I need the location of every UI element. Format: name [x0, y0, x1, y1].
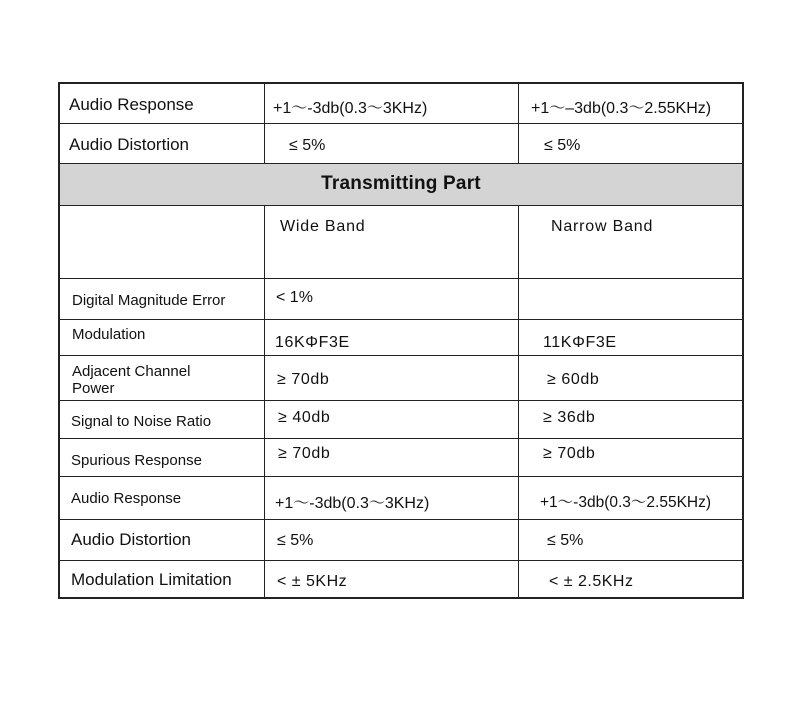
wide-value: 16KΦF3E — [275, 334, 350, 351]
narrow-band-header: Narrow Band — [551, 218, 654, 235]
wide-cell — [265, 124, 519, 163]
table-row-signal-to-noise-ratio — [60, 401, 742, 439]
label-cell — [60, 439, 265, 476]
label-cell — [60, 401, 265, 438]
wide-cell — [265, 320, 519, 355]
row-label: Audio Distortion — [71, 530, 192, 549]
narrow-value: +1〜-3db(0.3〜2.55KHz) — [540, 494, 712, 511]
label-cell — [60, 477, 265, 519]
table-row-audio-distortion-rx — [60, 124, 742, 164]
narrow-cell — [519, 356, 742, 400]
wide-cell — [265, 561, 519, 597]
wide-cell — [265, 279, 519, 319]
narrow-value: ≥ 36db — [543, 409, 596, 426]
row-label: Audio Response — [69, 95, 194, 114]
narrow-value: +1〜–3db(0.3〜2.55KHz) — [531, 100, 712, 117]
row-label: Modulation — [72, 326, 146, 343]
band-header-row — [60, 206, 742, 279]
table-row-audio-response-rx — [60, 84, 742, 124]
wide-cell — [265, 206, 519, 278]
narrow-cell — [519, 477, 742, 519]
wide-value: +1〜-3db(0.3〜3KHz) — [273, 100, 428, 117]
table-row-audio-distortion-tx — [60, 520, 742, 561]
wide-cell — [265, 401, 519, 438]
wide-cell — [265, 520, 519, 560]
table-row-spurious-response — [60, 439, 742, 477]
narrow-value: ≤ 5% — [544, 137, 581, 154]
narrow-cell — [519, 206, 742, 278]
wide-cell — [265, 84, 519, 123]
label-cell — [60, 279, 265, 319]
narrow-cell — [519, 124, 742, 163]
label-cell — [60, 320, 265, 355]
narrow-cell — [519, 401, 742, 438]
row-label: Digital Magnitude Error — [72, 292, 226, 309]
wide-band-header: Wide Band — [280, 218, 366, 235]
label-cell — [60, 561, 265, 597]
row-label: Audio Distortion — [69, 135, 190, 154]
wide-value: +1〜-3db(0.3〜3KHz) — [275, 495, 430, 512]
row-label: Adjacent Channel Power — [72, 363, 191, 397]
wide-cell — [265, 439, 519, 476]
row-label: Modulation Limitation — [71, 570, 232, 589]
wide-cell — [265, 356, 519, 400]
table-row-digital-magnitude-error — [60, 279, 742, 320]
wide-value: ≥ 70db — [278, 445, 331, 462]
wide-value: ≤ 5% — [289, 137, 326, 154]
section-header-transmitting — [60, 164, 742, 206]
label-cell — [60, 356, 265, 400]
section-title: Transmitting Part — [321, 173, 481, 194]
wide-value: ≥ 70db — [277, 371, 330, 388]
wide-value: ≥ 40db — [278, 409, 331, 426]
row-label: Spurious Response — [71, 452, 202, 469]
table-row-modulation-limitation — [60, 561, 742, 597]
table-row-modulation — [60, 320, 742, 356]
label-cell — [60, 84, 265, 123]
narrow-value: ≤ 5% — [547, 532, 584, 549]
wide-value: < 1% — [276, 289, 313, 306]
narrow-cell — [519, 320, 742, 355]
narrow-cell — [519, 439, 742, 476]
narrow-value: ≥ 60db — [547, 371, 600, 388]
narrow-value: ≥ 70db — [543, 445, 596, 462]
label-cell — [60, 206, 265, 278]
narrow-cell — [519, 84, 742, 123]
narrow-cell — [519, 279, 742, 319]
wide-value: ≤ 5% — [277, 532, 314, 549]
narrow-cell — [519, 561, 742, 597]
narrow-value: 11KΦF3E — [543, 334, 617, 351]
table-row-adjacent-channel-power — [60, 356, 742, 401]
row-label: Signal to Noise Ratio — [71, 413, 212, 430]
narrow-value: < ± 2.5KHz — [549, 573, 634, 590]
row-label: Audio Response — [71, 490, 182, 507]
label-cell — [60, 520, 265, 560]
wide-value: < ± 5KHz — [277, 573, 348, 590]
label-cell — [60, 124, 265, 163]
narrow-cell — [519, 520, 742, 560]
table-row-audio-response-tx — [60, 477, 742, 520]
wide-cell — [265, 477, 519, 519]
specification-table — [58, 82, 744, 599]
